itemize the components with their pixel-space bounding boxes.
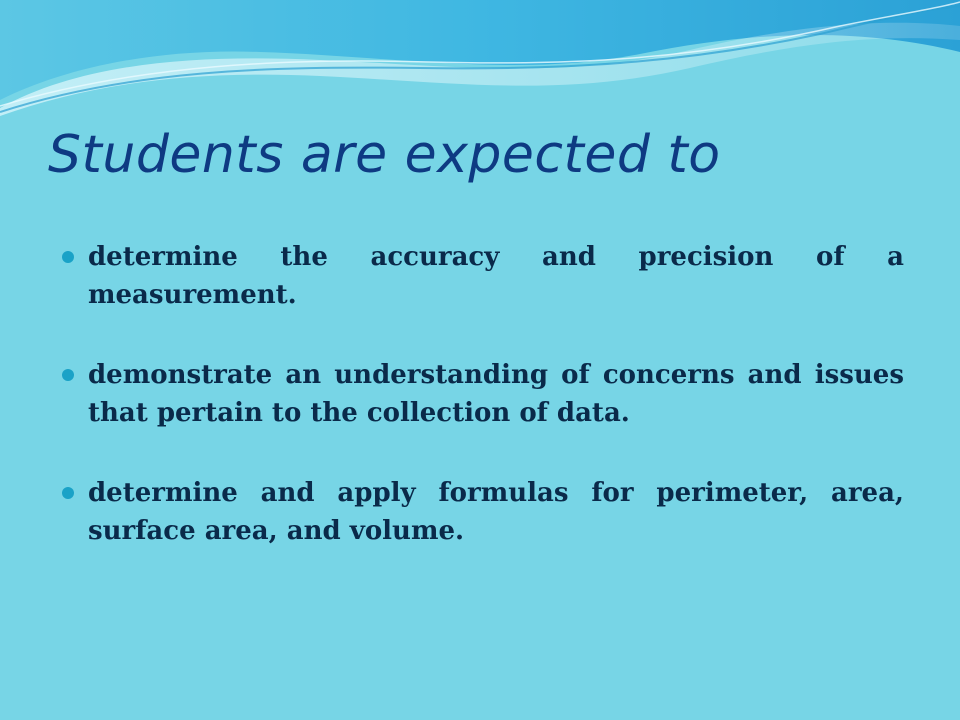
bullet-text: determine the accuracy and precision of a measurement. — [88, 242, 904, 310]
bullet-dot-icon — [62, 487, 74, 499]
wave-band-dark — [0, 0, 960, 100]
bullet-list — [62, 238, 904, 592]
slide-title: Students are expected to — [48, 125, 721, 185]
bullet-item — [62, 356, 904, 432]
bullet-item — [62, 238, 904, 314]
bullet-text: demonstrate an understanding of concerns and issues that pertain to the collection of data. — [88, 360, 904, 428]
bullet-dot-icon — [62, 369, 74, 381]
bullet-dot-icon — [62, 251, 74, 263]
header-wave-decoration — [0, 0, 960, 130]
bullet-text: determine and apply formulas for perimeter, area, surface area, and volume. — [88, 478, 904, 546]
bullet-item — [62, 474, 904, 550]
